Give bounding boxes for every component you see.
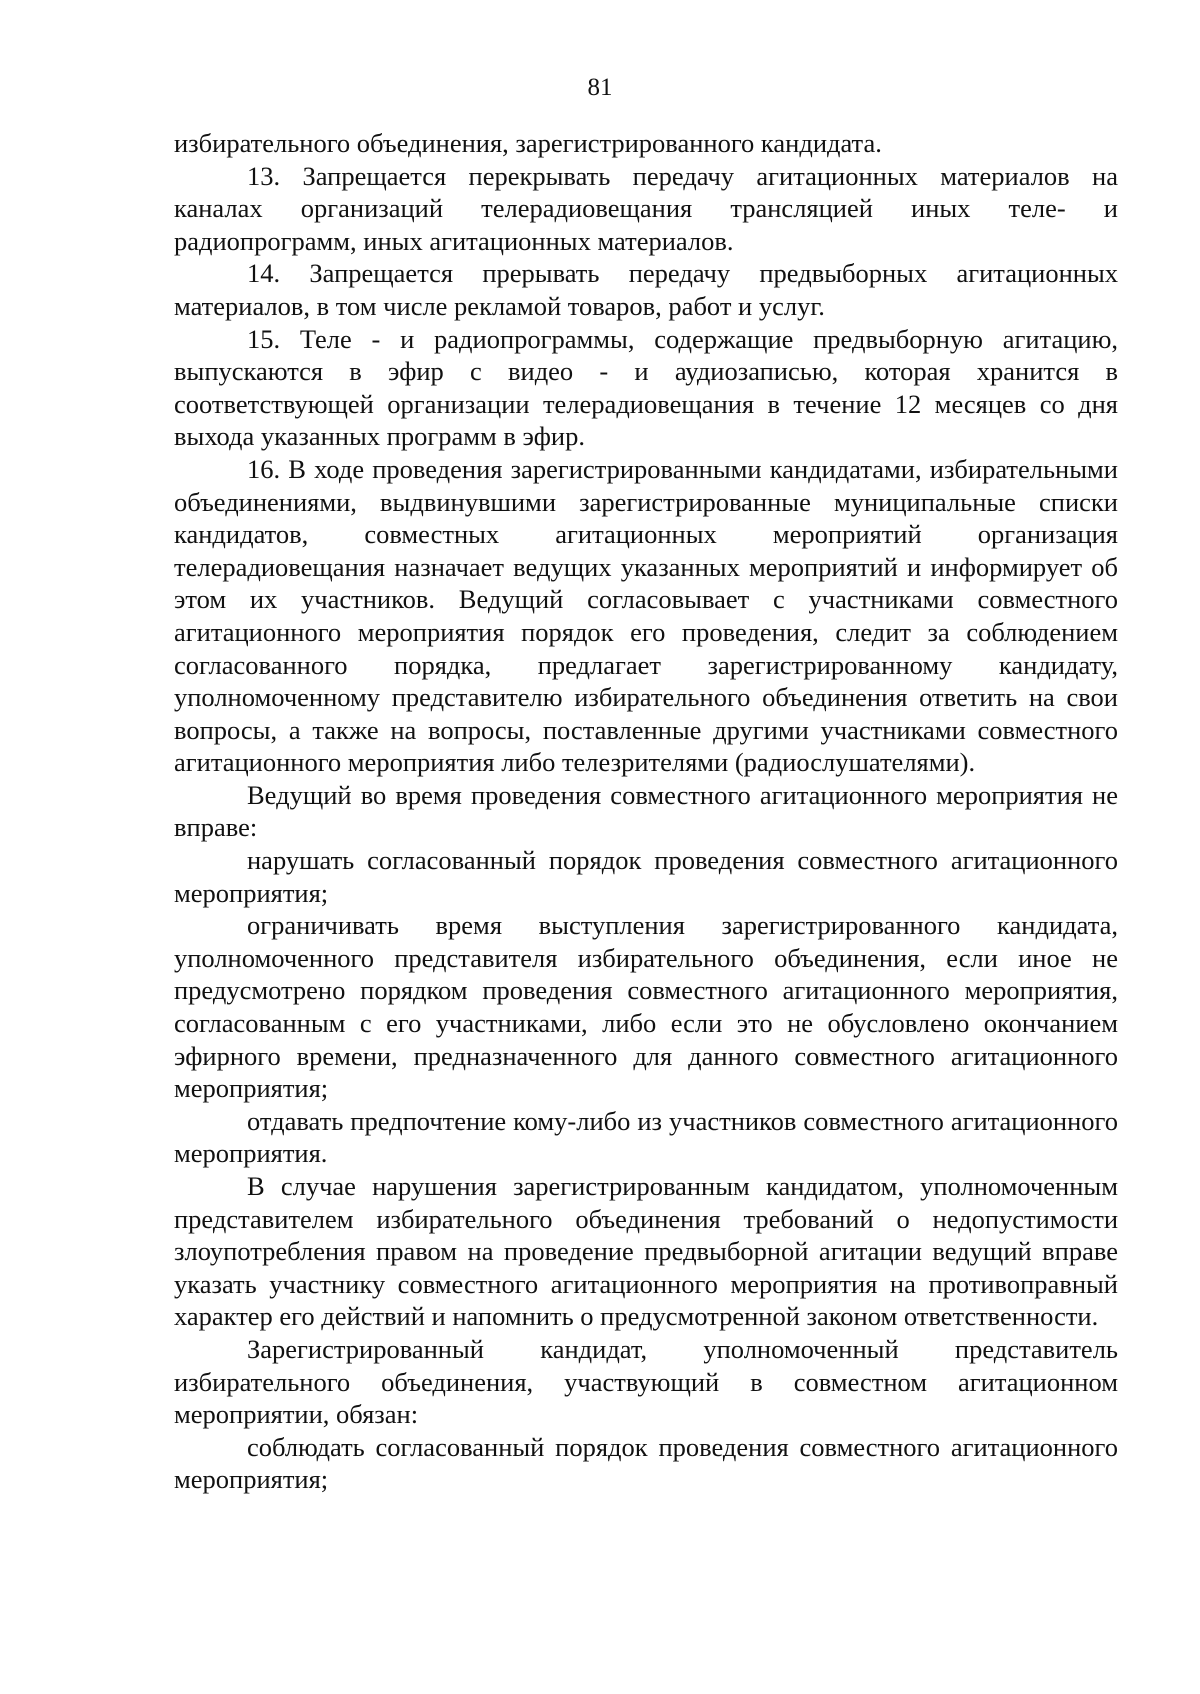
page-number: 81 <box>587 74 613 101</box>
paragraph-violation: В случае нарушения зарегистрированным кандидатом, уполномоченным представителем избирательного объединения требований о недопустимости злоупотребления правом на проведение предвыборной агитации ведущий вправе указать участнику совместного агитационного мероприятия на противоправный характер его действий и напомнить о предусмотренной законом ответственности. <box>174 1171 1118 1332</box>
paragraph-item-15: 15. Теле - и радиопрограммы, содержащие предвыборную агитацию, выпускаются в эфир с видео - и аудиозаписью, которая хранится в соответствующей организации телерадиовещания в течение 12 месяцев со дня выхода указанных программ в эфир. <box>174 323 1118 452</box>
paragraph-item-16: 16. В ходе проведения зарегистрированными кандидатами, избирательными объединениями, выдвинувшими зарегистрированные муниципальные списки кандидатов, совместных агитационных мероприятий организация телерадиовещания назначает ведущих указанных мероприятий и информирует об этом их участников. Ведущий согласовывает с участниками совместного агитационного мероприятия порядок его проведения, следит за соблюдением согласованного порядка, предлагает зарегистрированному кандидату, уполномоченному представителю избирательного объединения ответить на свои вопросы, а также на вопросы, поставленные другими участниками совместного агитационного мероприятия либо телезрителями (радиослушателями). <box>174 453 1118 778</box>
paragraph-item-14: 14. Запрещается прерывать передачу предвыборных агитационных материалов, в том числе рекламой товаров, работ и услуг. <box>174 258 1118 321</box>
paragraph-host-restriction-2: ограничивать время выступления зарегистрированного кандидата, уполномоченного представителя избирательного объединения, если иное не предусмотрено порядком проведения совместного агитационного мероприятия, согласованным с его участниками, либо если это не обусловлено окончанием эфирного времени, предназначенного для данного совместного агитационного мероприятия; <box>174 910 1118 1104</box>
paragraph-participant-duty-1: соблюдать согласованный порядок проведения совместного агитационного мероприятия; <box>174 1431 1118 1495</box>
paragraph-continuation: избирательного объединения, зарегистрированного кандидата. <box>174 128 882 158</box>
document-body <box>174 127 1118 1496</box>
paragraph-participant-duties-intro: Зарегистрированный кандидат, уполномоченный представитель избирательного объединения, участвующий в совместном агитационном мероприятии, обязан: <box>174 1333 1118 1430</box>
paragraph-host-restrictions-intro: Ведущий во время проведения совместного агитационного мероприятия не вправе: <box>174 779 1118 843</box>
paragraph-host-restriction-1: нарушать согласованный порядок проведения совместного агитационного мероприятия; <box>174 845 1118 908</box>
paragraph-host-restriction-3: отдавать предпочтение кому-либо из участников совместного агитационного мероприятия. <box>174 1105 1118 1169</box>
paragraph-item-13: 13. Запрещается перекрывать передачу агитационных материалов на каналах организаций телерадиовещания трансляцией иных теле- и радиопрограмм, иных агитационных материалов. <box>174 160 1118 256</box>
